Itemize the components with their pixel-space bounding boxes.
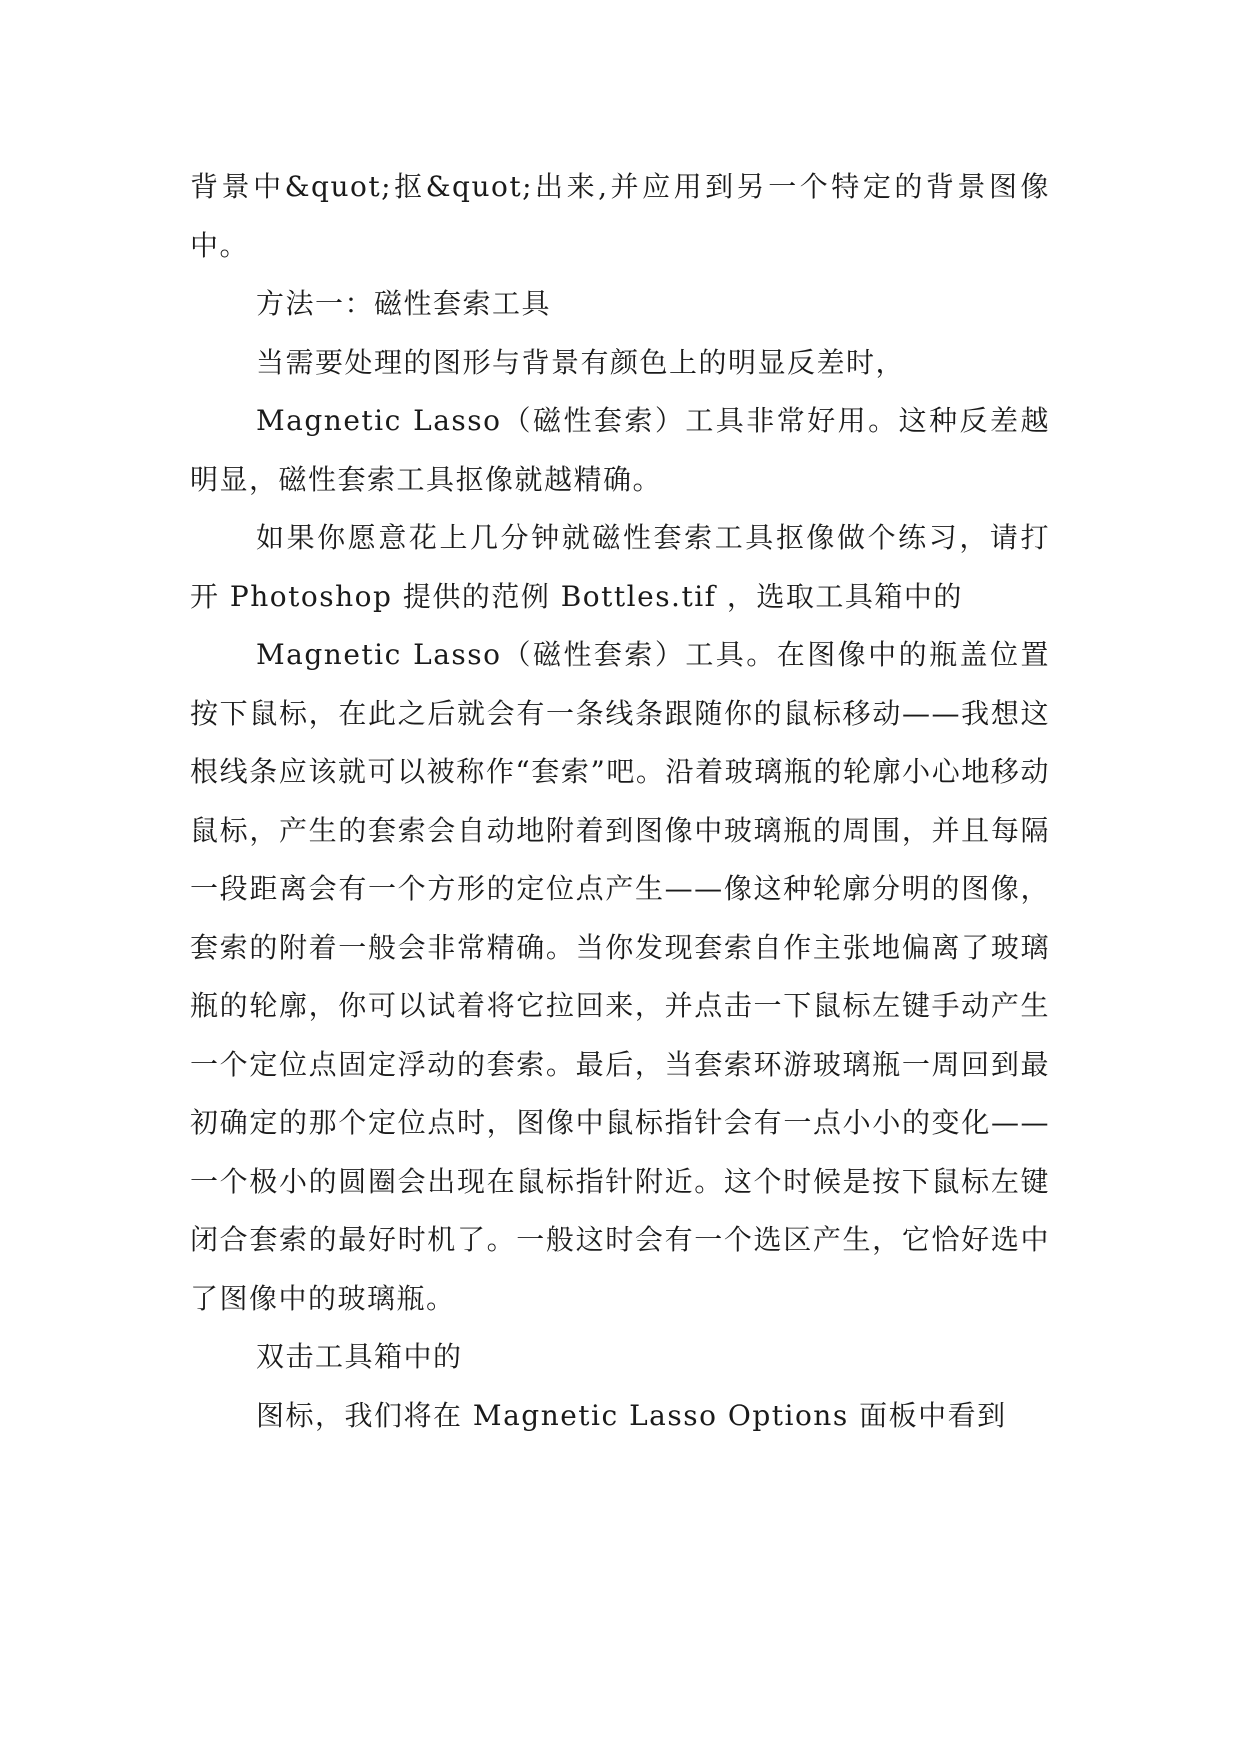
paragraph-contrast-condition: 当需要处理的图形与背景有颜色上的明显反差时，: [256, 345, 906, 379]
paragraph-lasso-steps: Magnetic Lasso（磁性套索）工具。在图像中的瓶盖位置按下鼠标，在此之后就会有一条线条跟随你的鼠标移动——我想这根线条应该就可以被称作“套索”吧。沿着玻璃瓶的轮廓小心地移动鼠标，产生的套索会自动地附着到图像中玻璃瓶的周围，并且每隔一段距离会有一个方形的定位点产生——像这种轮廓分明的图像，套索的附着一般会非常精确。当你发现套索自作主张地偏离了玻璃瓶的轮廓，你可以试着将它拉回来，并点击一下鼠标左键手动产生一个定位点固定浮动的套索。最后，当套索环游玻璃瓶一周回到最初确定的那个定位点时，图像中鼠标指针会有一点小小的变化——一个极小的圆圈会出现在鼠标指针附近。这个时候是按下鼠标左键闭合套索的最好时机了。一般这时会有一个选区产生，它恰好选中了图像中的玻璃瓶。: [190, 638, 1050, 1315]
paragraph-practice: 如果你愿意花上几分钟就磁性套索工具抠像做个练习，请打开 Photoshop 提供的范例 Bottles.tif ，选取工具箱中的: [190, 521, 1050, 613]
paragraph-magnetic-lasso-intro: Magnetic Lasso（磁性套索）工具非常好用。这种反差越明显，磁性套索工具抠像就越精确。: [190, 404, 1050, 496]
paragraph-options-panel: 图标，我们将在 Magnetic Lasso Options 面板中看到: [256, 1398, 1007, 1432]
document-body: [190, 158, 1050, 1445]
paragraph-method-heading: 方法一：磁性套索工具: [256, 287, 552, 320]
paragraph-double-click: 双击工具箱中的: [256, 1340, 463, 1373]
paragraph-continued: 背景中&quot;抠&quot;出来,并应用到另一个特定的背景图像中。: [190, 170, 1050, 262]
